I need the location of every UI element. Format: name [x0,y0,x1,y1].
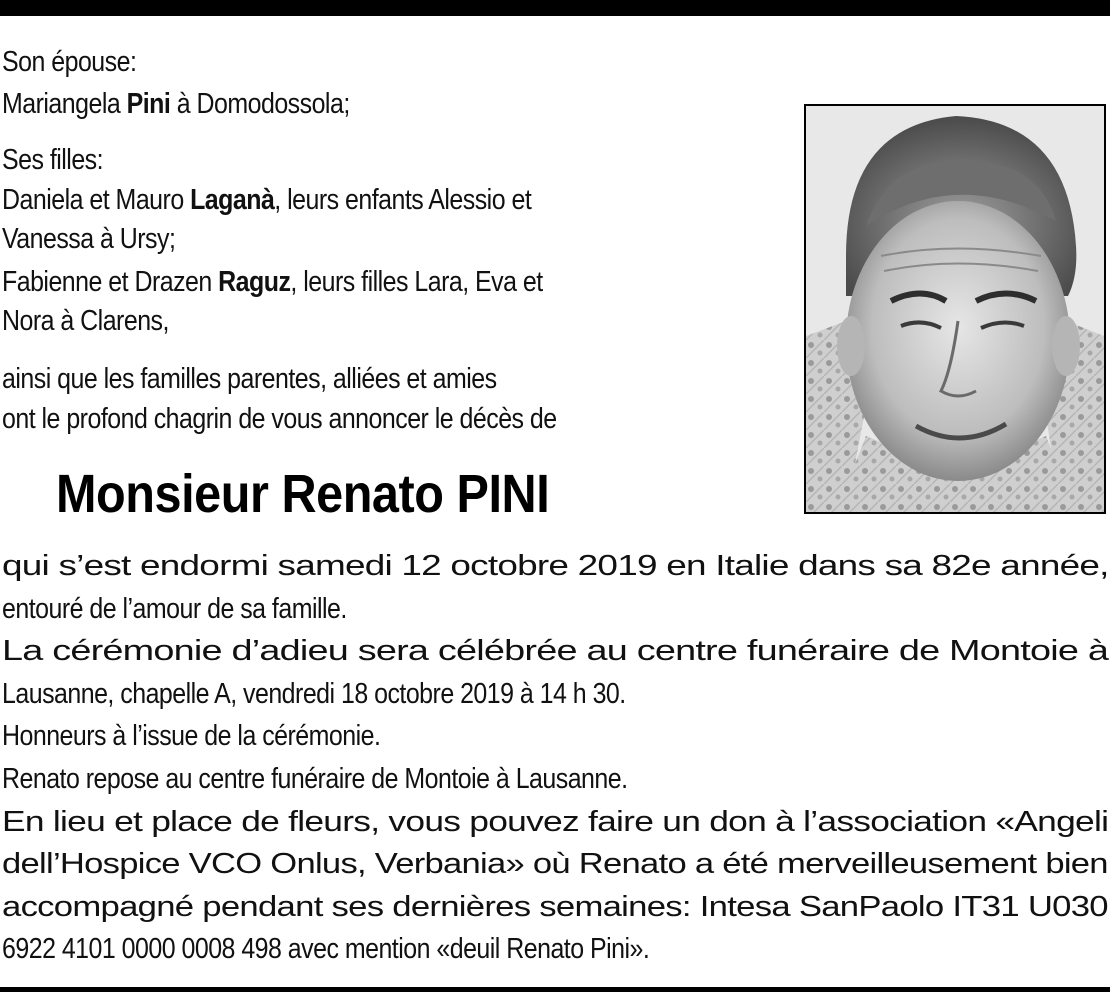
spouse-first-name: Mariangela [2,88,127,120]
daughter2-surname: Raguz [218,266,291,298]
deceased-name: Monsieur Renato PINI [56,464,550,524]
daughter2-continuation [2,304,169,338]
daughter2-continuation-text: Nora à Clarens, [2,305,169,337]
portrait-illustration [806,106,1104,512]
spouse-line [2,87,350,121]
spouse-location: à Domodossola; [170,88,350,120]
body-line: 6922 4101 0000 0008 498 avec mention «deuil Renato Pini». [2,933,650,966]
body-line: dell’Hospice VCO Onlus, Verbania» où Renato a été merveilleusement bien [2,848,1108,881]
top-rule [0,0,1110,16]
daughter1-children: , leurs enfants Alessio et [274,184,532,216]
body-line: Renato repose au centre funéraire de Montoie à Lausanne. [2,762,628,795]
daughter1-line [2,183,531,217]
portrait-photo [804,104,1106,514]
body-line: entouré de l’amour de sa famille. [2,592,347,625]
families-line-1 [2,362,497,396]
spouse-heading-text: Son épouse: [2,46,137,78]
body-line: En lieu et place de fleurs, vous pouvez faire un don à l’association «Angeli [2,805,1109,838]
daughter1-continuation [2,222,175,256]
body-line: Lausanne, chapelle A, vendredi 18 octobre 2019 à 14 h 30. [2,677,626,710]
announcement-body [2,545,1108,971]
daughter2-names: Fabienne et Drazen [2,266,219,298]
families-line-1-text: ainsi que les familles parentes, alliées et amies [2,363,497,395]
daughter2-children: , leurs filles Lara, Eva et [290,266,543,298]
body-line: accompagné pendant ses dernières semaines: Intesa SanPaolo IT31 U030 [2,890,1108,923]
daughter1-names: Daniela et Mauro [2,184,191,216]
daughter1-continuation-text: Vanessa à Ursy; [2,223,176,255]
daughters-heading-text: Ses filles: [2,144,104,176]
body-line: Honneurs à l’issue de la cérémonie. [2,720,381,753]
families-line-2 [2,402,557,436]
body-line: La cérémonie d’adieu sera célébrée au centre funéraire de Montoie à [2,635,1109,668]
daughters-heading [2,143,103,177]
spouse-surname: Pini [126,88,171,120]
daughter1-surname: Laganà [190,184,275,216]
families-line-2-text: ont le profond chagrin de vous annoncer le décès de [2,403,557,435]
spouse-heading [2,45,136,79]
body-line: qui s’est endormi samedi 12 octobre 2019 en Italie dans sa 82e année, [2,550,1109,582]
daughter2-line [2,265,543,299]
bottom-rule [0,987,1110,992]
